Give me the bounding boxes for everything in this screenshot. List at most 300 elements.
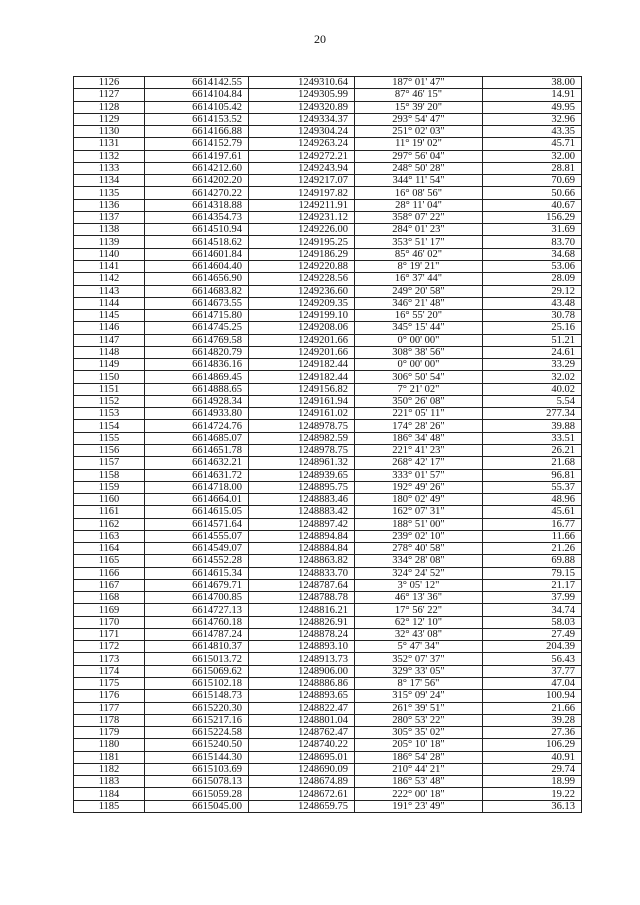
point-number-cell: 1183	[74, 776, 145, 788]
bearing-cell: 251° 02' 03"	[355, 126, 483, 138]
y-coordinate-cell: 1248939.65	[249, 469, 355, 481]
table-row	[74, 727, 582, 739]
x-coordinate-cell: 6614166.88	[145, 126, 249, 138]
y-coordinate-cell: 1249272.21	[249, 150, 355, 162]
y-coordinate-cell: 1248740.22	[249, 739, 355, 751]
x-coordinate-cell: 6614933.80	[145, 408, 249, 420]
x-coordinate-cell: 6614631.72	[145, 469, 249, 481]
x-coordinate-cell: 6614552.28	[145, 555, 249, 567]
point-number-cell: 1172	[74, 641, 145, 653]
bearing-cell: 315° 09' 24"	[355, 690, 483, 702]
y-coordinate-cell: 1248659.75	[249, 800, 355, 812]
table-row	[74, 506, 582, 518]
table-row	[74, 322, 582, 334]
distance-cell: 83.70	[483, 236, 582, 248]
bearing-cell: 46° 13' 36"	[355, 592, 483, 604]
point-number-cell: 1147	[74, 334, 145, 346]
y-coordinate-cell: 1248690.09	[249, 763, 355, 775]
distance-cell: 69.88	[483, 555, 582, 567]
y-coordinate-cell: 1248978.75	[249, 420, 355, 432]
x-coordinate-cell: 6614555.07	[145, 530, 249, 542]
y-coordinate-cell: 1249201.66	[249, 346, 355, 358]
y-coordinate-cell: 1249217.07	[249, 175, 355, 187]
bearing-cell: 221° 05' 11"	[355, 408, 483, 420]
table-row	[74, 751, 582, 763]
distance-cell: 11.66	[483, 530, 582, 542]
point-number-cell: 1145	[74, 310, 145, 322]
table-row	[74, 138, 582, 150]
point-number-cell: 1182	[74, 763, 145, 775]
x-coordinate-cell: 6614836.16	[145, 359, 249, 371]
table-row	[74, 763, 582, 775]
table-row	[74, 788, 582, 800]
distance-cell: 32.02	[483, 371, 582, 383]
point-number-cell: 1144	[74, 297, 145, 309]
table-row	[74, 248, 582, 260]
x-coordinate-cell: 6615102.18	[145, 678, 249, 690]
y-coordinate-cell: 1249263.24	[249, 138, 355, 150]
x-coordinate-cell: 6615144.30	[145, 751, 249, 763]
x-coordinate-cell: 6614820.79	[145, 346, 249, 358]
table-row	[74, 175, 582, 187]
distance-cell: 53.06	[483, 260, 582, 272]
x-coordinate-cell: 6615059.28	[145, 788, 249, 800]
table-row	[74, 690, 582, 702]
table-row	[74, 187, 582, 199]
bearing-cell: 293° 54' 47"	[355, 113, 483, 125]
x-coordinate-cell: 6614632.21	[145, 457, 249, 469]
bearing-cell: 350° 26' 08"	[355, 395, 483, 407]
x-coordinate-cell: 6614104.84	[145, 89, 249, 101]
point-number-cell: 1164	[74, 543, 145, 555]
table-row	[74, 481, 582, 493]
distance-cell: 37.77	[483, 665, 582, 677]
bearing-cell: 15° 39' 20"	[355, 101, 483, 113]
distance-cell: 21.17	[483, 579, 582, 591]
table-row	[74, 310, 582, 322]
y-coordinate-cell: 1248695.01	[249, 751, 355, 763]
point-number-cell: 1156	[74, 444, 145, 456]
bearing-cell: 324° 24' 52"	[355, 567, 483, 579]
distance-cell: 40.02	[483, 383, 582, 395]
bearing-cell: 222° 00' 18"	[355, 788, 483, 800]
point-number-cell: 1127	[74, 89, 145, 101]
x-coordinate-cell: 6614270.22	[145, 187, 249, 199]
x-coordinate-cell: 6614152.79	[145, 138, 249, 150]
point-number-cell: 1137	[74, 211, 145, 223]
table-row	[74, 77, 582, 89]
point-number-cell: 1158	[74, 469, 145, 481]
bearing-cell: 16° 55' 20"	[355, 310, 483, 322]
x-coordinate-cell: 6615220.30	[145, 702, 249, 714]
distance-cell: 45.71	[483, 138, 582, 150]
y-coordinate-cell: 1249236.60	[249, 285, 355, 297]
y-coordinate-cell: 1248982.59	[249, 432, 355, 444]
x-coordinate-cell: 6614727.13	[145, 604, 249, 616]
distance-cell: 34.74	[483, 604, 582, 616]
bearing-cell: 329° 33' 05"	[355, 665, 483, 677]
y-coordinate-cell: 1248906.00	[249, 665, 355, 677]
bearing-cell: 352° 07' 37"	[355, 653, 483, 665]
distance-cell: 31.69	[483, 224, 582, 236]
y-coordinate-cell: 1249208.06	[249, 322, 355, 334]
bearing-cell: 85° 46' 02"	[355, 248, 483, 260]
point-number-cell: 1140	[74, 248, 145, 260]
distance-cell: 43.48	[483, 297, 582, 309]
bearing-cell: 333° 01' 57"	[355, 469, 483, 481]
distance-cell: 40.67	[483, 199, 582, 211]
x-coordinate-cell: 6614105.42	[145, 101, 249, 113]
x-coordinate-cell: 6614673.55	[145, 297, 249, 309]
y-coordinate-cell: 1248833.70	[249, 567, 355, 579]
table-row	[74, 273, 582, 285]
bearing-cell: 162° 07' 31"	[355, 506, 483, 518]
table-row	[74, 641, 582, 653]
x-coordinate-cell: 6614888.65	[145, 383, 249, 395]
point-number-cell: 1155	[74, 432, 145, 444]
point-number-cell: 1138	[74, 224, 145, 236]
distance-cell: 16.77	[483, 518, 582, 530]
distance-cell: 40.91	[483, 751, 582, 763]
y-coordinate-cell: 1248801.04	[249, 714, 355, 726]
point-number-cell: 1128	[74, 101, 145, 113]
table-row	[74, 346, 582, 358]
y-coordinate-cell: 1249305.99	[249, 89, 355, 101]
table-row	[74, 432, 582, 444]
bearing-cell: 358° 07' 22"	[355, 211, 483, 223]
bearing-cell: 308° 38' 56"	[355, 346, 483, 358]
point-number-cell: 1146	[74, 322, 145, 334]
x-coordinate-cell: 6614202.20	[145, 175, 249, 187]
point-number-cell: 1159	[74, 481, 145, 493]
table-row	[74, 714, 582, 726]
distance-cell: 277.34	[483, 408, 582, 420]
bearing-cell: 16° 37' 44"	[355, 273, 483, 285]
distance-cell: 43.35	[483, 126, 582, 138]
page-number: 20	[314, 32, 326, 46]
y-coordinate-cell: 1248883.46	[249, 494, 355, 506]
point-number-cell: 1148	[74, 346, 145, 358]
distance-cell: 14.91	[483, 89, 582, 101]
bearing-cell: 192° 49' 26"	[355, 481, 483, 493]
y-coordinate-cell: 1248762.47	[249, 727, 355, 739]
y-coordinate-cell: 1248816.21	[249, 604, 355, 616]
y-coordinate-cell: 1249186.29	[249, 248, 355, 260]
distance-cell: 29.74	[483, 763, 582, 775]
bearing-cell: 87° 46' 15"	[355, 89, 483, 101]
x-coordinate-cell: 6614787.24	[145, 628, 249, 640]
x-coordinate-cell: 6614197.61	[145, 150, 249, 162]
table-row	[74, 592, 582, 604]
y-coordinate-cell: 1249209.35	[249, 297, 355, 309]
table-row	[74, 604, 582, 616]
point-number-cell: 1161	[74, 506, 145, 518]
table-row	[74, 444, 582, 456]
y-coordinate-cell: 1248893.10	[249, 641, 355, 653]
x-coordinate-cell: 6614601.84	[145, 248, 249, 260]
distance-cell: 5.54	[483, 395, 582, 407]
bearing-cell: 32° 43' 08"	[355, 628, 483, 640]
point-number-cell: 1131	[74, 138, 145, 150]
point-number-cell: 1178	[74, 714, 145, 726]
distance-cell: 50.66	[483, 187, 582, 199]
table-row	[74, 359, 582, 371]
table-row	[74, 89, 582, 101]
table-row	[74, 101, 582, 113]
y-coordinate-cell: 1248787.64	[249, 579, 355, 591]
table-row	[74, 150, 582, 162]
bearing-cell: 186° 34' 48"	[355, 432, 483, 444]
point-number-cell: 1134	[74, 175, 145, 187]
bearing-cell: 280° 53' 22"	[355, 714, 483, 726]
bearing-cell: 261° 39' 51"	[355, 702, 483, 714]
y-coordinate-cell: 1249320.89	[249, 101, 355, 113]
point-number-cell: 1129	[74, 113, 145, 125]
y-coordinate-cell: 1249228.56	[249, 273, 355, 285]
bearing-cell: 345° 15' 44"	[355, 322, 483, 334]
y-coordinate-cell: 1249195.25	[249, 236, 355, 248]
bearing-cell: 248° 50' 28"	[355, 162, 483, 174]
bearing-cell: 17° 56' 22"	[355, 604, 483, 616]
table-row	[74, 383, 582, 395]
y-coordinate-cell: 1249220.88	[249, 260, 355, 272]
point-number-cell: 1168	[74, 592, 145, 604]
table-row	[74, 530, 582, 542]
x-coordinate-cell: 6615103.69	[145, 763, 249, 775]
x-coordinate-cell: 6614745.25	[145, 322, 249, 334]
x-coordinate-cell: 6615217.16	[145, 714, 249, 726]
y-coordinate-cell: 1248897.42	[249, 518, 355, 530]
x-coordinate-cell: 6614153.52	[145, 113, 249, 125]
point-number-cell: 1141	[74, 260, 145, 272]
table-row	[74, 113, 582, 125]
x-coordinate-cell: 6614700.85	[145, 592, 249, 604]
y-coordinate-cell: 1248894.84	[249, 530, 355, 542]
x-coordinate-cell: 6614615.34	[145, 567, 249, 579]
distance-cell: 56.43	[483, 653, 582, 665]
table-row	[74, 800, 582, 812]
point-number-cell: 1176	[74, 690, 145, 702]
distance-cell: 33.29	[483, 359, 582, 371]
distance-cell: 29.12	[483, 285, 582, 297]
distance-cell: 27.36	[483, 727, 582, 739]
distance-cell: 33.51	[483, 432, 582, 444]
distance-cell: 96.81	[483, 469, 582, 481]
y-coordinate-cell: 1248978.75	[249, 444, 355, 456]
y-coordinate-cell: 1248674.89	[249, 776, 355, 788]
y-coordinate-cell: 1248826.91	[249, 616, 355, 628]
point-number-cell: 1132	[74, 150, 145, 162]
x-coordinate-cell: 6614142.55	[145, 77, 249, 89]
table-row	[74, 776, 582, 788]
x-coordinate-cell: 6615224.58	[145, 727, 249, 739]
point-number-cell: 1177	[74, 702, 145, 714]
distance-cell: 18.99	[483, 776, 582, 788]
bearing-cell: 284° 01' 23"	[355, 224, 483, 236]
table-row	[74, 469, 582, 481]
x-coordinate-cell: 6615045.00	[145, 800, 249, 812]
point-number-cell: 1173	[74, 653, 145, 665]
y-coordinate-cell: 1249310.64	[249, 77, 355, 89]
point-number-cell: 1184	[74, 788, 145, 800]
distance-cell: 36.13	[483, 800, 582, 812]
y-coordinate-cell: 1249161.94	[249, 395, 355, 407]
distance-cell: 27.49	[483, 628, 582, 640]
table-row	[74, 457, 582, 469]
point-number-cell: 1152	[74, 395, 145, 407]
point-number-cell: 1174	[74, 665, 145, 677]
distance-cell: 79.15	[483, 567, 582, 579]
y-coordinate-cell: 1249197.82	[249, 187, 355, 199]
x-coordinate-cell: 6614869.45	[145, 371, 249, 383]
distance-cell: 156.29	[483, 211, 582, 223]
bearing-cell: 297° 56' 04"	[355, 150, 483, 162]
x-coordinate-cell: 6614510.94	[145, 224, 249, 236]
bearing-cell: 205° 10' 18"	[355, 739, 483, 751]
table-row	[74, 494, 582, 506]
table-row	[74, 567, 582, 579]
distance-cell: 32.00	[483, 150, 582, 162]
point-number-cell: 1157	[74, 457, 145, 469]
y-coordinate-cell: 1249304.24	[249, 126, 355, 138]
table-row	[74, 739, 582, 751]
x-coordinate-cell: 6614679.71	[145, 579, 249, 591]
x-coordinate-cell: 6614760.18	[145, 616, 249, 628]
bearing-cell: 239° 02' 10"	[355, 530, 483, 542]
distance-cell: 38.00	[483, 77, 582, 89]
bearing-cell: 3° 05' 12"	[355, 579, 483, 591]
x-coordinate-cell: 6614769.58	[145, 334, 249, 346]
distance-cell: 47.04	[483, 678, 582, 690]
point-number-cell: 1153	[74, 408, 145, 420]
y-coordinate-cell: 1248878.24	[249, 628, 355, 640]
bearing-cell: 221° 41' 23"	[355, 444, 483, 456]
bearing-cell: 11° 19' 02"	[355, 138, 483, 150]
bearing-cell: 0° 00' 00"	[355, 334, 483, 346]
point-number-cell: 1160	[74, 494, 145, 506]
y-coordinate-cell: 1248822.47	[249, 702, 355, 714]
x-coordinate-cell: 6614656.90	[145, 273, 249, 285]
bearing-cell: 180° 02' 49"	[355, 494, 483, 506]
y-coordinate-cell: 1249182.44	[249, 359, 355, 371]
point-number-cell: 1179	[74, 727, 145, 739]
table-row	[74, 126, 582, 138]
bearing-cell: 268° 42' 17"	[355, 457, 483, 469]
table-row	[74, 616, 582, 628]
distance-cell: 21.66	[483, 702, 582, 714]
y-coordinate-cell: 1248788.78	[249, 592, 355, 604]
distance-cell: 55.37	[483, 481, 582, 493]
table-row	[74, 665, 582, 677]
x-coordinate-cell: 6614354.73	[145, 211, 249, 223]
distance-cell: 106.29	[483, 739, 582, 751]
point-number-cell: 1180	[74, 739, 145, 751]
x-coordinate-cell: 6614571.64	[145, 518, 249, 530]
bearing-cell: 344° 11' 54"	[355, 175, 483, 187]
table-row	[74, 334, 582, 346]
x-coordinate-cell: 6615078.13	[145, 776, 249, 788]
x-coordinate-cell: 6614651.78	[145, 444, 249, 456]
distance-cell: 51.21	[483, 334, 582, 346]
table-row	[74, 408, 582, 420]
x-coordinate-cell: 6614604.40	[145, 260, 249, 272]
point-number-cell: 1135	[74, 187, 145, 199]
table-row	[74, 162, 582, 174]
table-row	[74, 678, 582, 690]
y-coordinate-cell: 1248884.84	[249, 543, 355, 555]
table-row	[74, 236, 582, 248]
x-coordinate-cell: 6614664.01	[145, 494, 249, 506]
point-number-cell: 1185	[74, 800, 145, 812]
point-number-cell: 1169	[74, 604, 145, 616]
x-coordinate-cell: 6614810.37	[145, 641, 249, 653]
y-coordinate-cell: 1248895.75	[249, 481, 355, 493]
bearing-cell: 7° 21' 02"	[355, 383, 483, 395]
distance-cell: 32.96	[483, 113, 582, 125]
x-coordinate-cell: 6614685.07	[145, 432, 249, 444]
bearing-cell: 8° 17' 56"	[355, 678, 483, 690]
point-number-cell: 1126	[74, 77, 145, 89]
table-row	[74, 518, 582, 530]
y-coordinate-cell: 1249201.66	[249, 334, 355, 346]
bearing-cell: 28° 11' 04"	[355, 199, 483, 211]
distance-cell: 30.78	[483, 310, 582, 322]
x-coordinate-cell: 6614683.82	[145, 285, 249, 297]
distance-cell: 28.09	[483, 273, 582, 285]
point-number-cell: 1151	[74, 383, 145, 395]
point-number-cell: 1150	[74, 371, 145, 383]
x-coordinate-cell: 6615148.73	[145, 690, 249, 702]
distance-cell: 26.21	[483, 444, 582, 456]
table-row	[74, 653, 582, 665]
x-coordinate-cell: 6615240.50	[145, 739, 249, 751]
y-coordinate-cell: 1248893.65	[249, 690, 355, 702]
bearing-cell: 186° 53' 48"	[355, 776, 483, 788]
y-coordinate-cell: 1248672.61	[249, 788, 355, 800]
bearing-cell: 187° 01' 47"	[355, 77, 483, 89]
table-row	[74, 543, 582, 555]
table-row	[74, 628, 582, 640]
coordinates-table	[73, 76, 582, 813]
bearing-cell: 16° 08' 56"	[355, 187, 483, 199]
y-coordinate-cell: 1249231.12	[249, 211, 355, 223]
bearing-cell: 334° 28' 08"	[355, 555, 483, 567]
table-row	[74, 702, 582, 714]
distance-cell: 70.69	[483, 175, 582, 187]
bearing-cell: 5° 47' 34"	[355, 641, 483, 653]
bearing-cell: 62° 12' 10"	[355, 616, 483, 628]
x-coordinate-cell: 6614718.00	[145, 481, 249, 493]
point-number-cell: 1130	[74, 126, 145, 138]
y-coordinate-cell: 1248863.82	[249, 555, 355, 567]
bearing-cell: 8° 19' 21"	[355, 260, 483, 272]
point-number-cell: 1133	[74, 162, 145, 174]
point-number-cell: 1139	[74, 236, 145, 248]
y-coordinate-cell: 1249156.82	[249, 383, 355, 395]
y-coordinate-cell: 1249334.37	[249, 113, 355, 125]
bearing-cell: 174° 28' 26"	[355, 420, 483, 432]
coordinates-table-body	[74, 77, 582, 813]
point-number-cell: 1170	[74, 616, 145, 628]
distance-cell: 58.03	[483, 616, 582, 628]
point-number-cell: 1162	[74, 518, 145, 530]
point-number-cell: 1171	[74, 628, 145, 640]
y-coordinate-cell: 1249243.94	[249, 162, 355, 174]
bearing-cell: 191° 23' 49"	[355, 800, 483, 812]
bearing-cell: 346° 21' 48"	[355, 297, 483, 309]
y-coordinate-cell: 1248961.32	[249, 457, 355, 469]
distance-cell: 28.81	[483, 162, 582, 174]
